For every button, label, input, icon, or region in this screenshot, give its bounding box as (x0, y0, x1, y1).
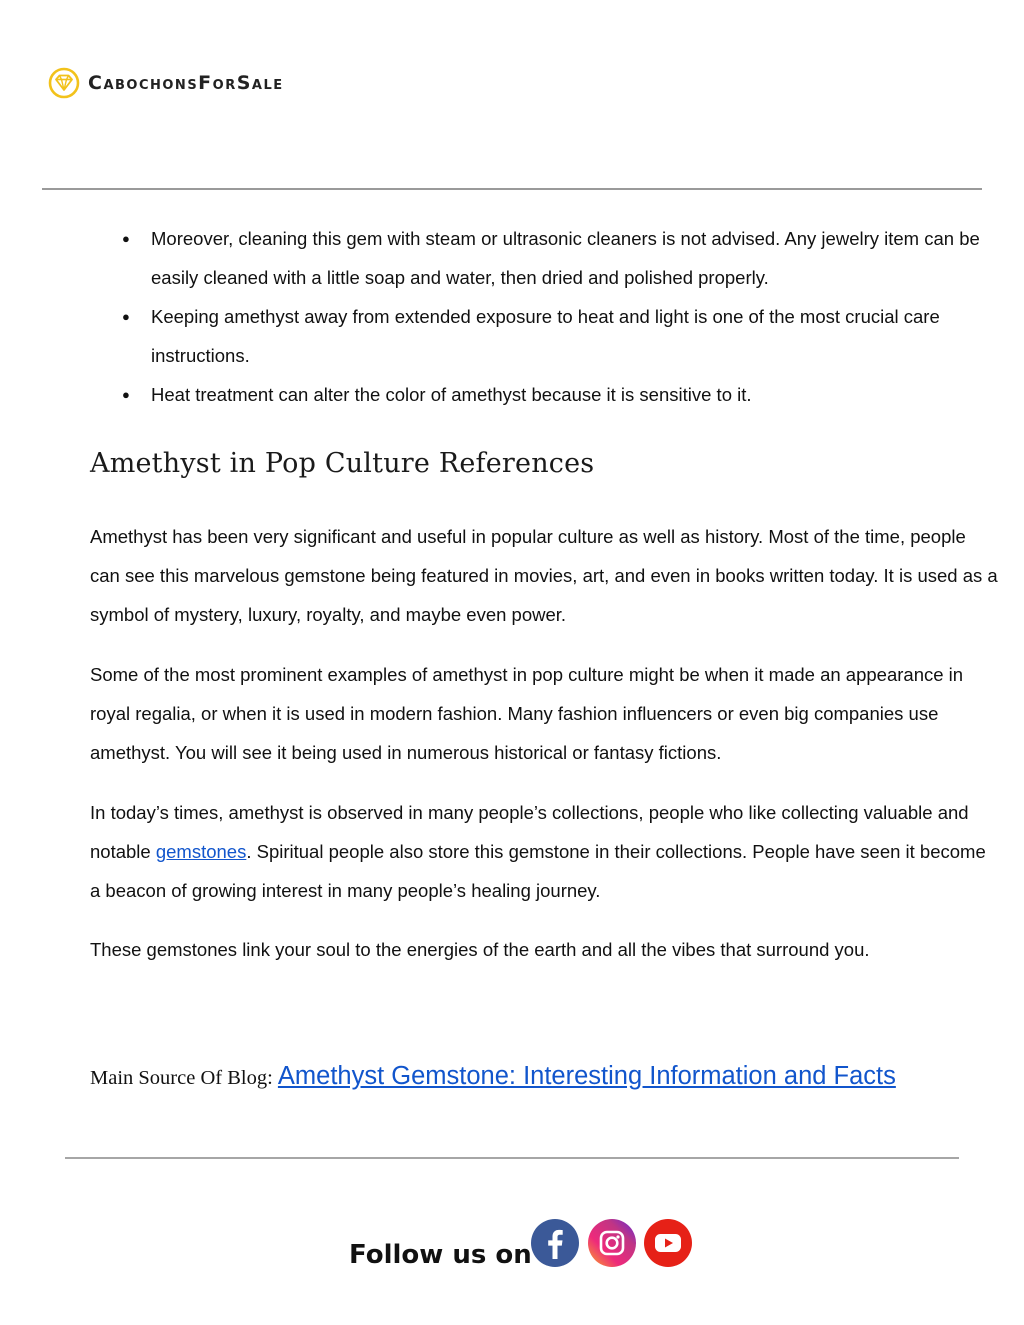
brand-name: CabochonsForSale (88, 72, 284, 94)
section-heading: Amethyst in Pop Culture References (90, 448, 595, 479)
care-bullet-list (110, 219, 1010, 414)
source-line (90, 1062, 896, 1091)
gem-diamond-icon (48, 67, 80, 99)
paragraph: These gemstones link your soul to the energies of the earth and all the vibes that surround you. (90, 939, 870, 960)
gemstones-link[interactable]: gemstones (155, 841, 247, 862)
bullet-item: ● Heat treatment can alter the color of amethyst because it is sensitive to it. (110, 375, 1010, 414)
brand-logo[interactable] (48, 64, 284, 102)
follow-us-label: Follow us on (349, 1240, 532, 1270)
facebook-icon[interactable] (529, 1217, 581, 1269)
paragraph-text: In today’s times, amethyst is observed in many people’s collections, people who like collecting valuable and notable (90, 802, 969, 862)
paragraph: Amethyst has been very significant and useful in popular culture as well as history. Most of the time, people can see this marvelous gemstone being featured in movies, art, and even in books written today. It is used as a symbol of mystery, luxury, royalty, and maybe even power. (90, 526, 998, 625)
paragraph-text: . Spiritual people also store this gemstone in their collections. People have seen it become a beacon of growing interest in many people’s healing journey. (90, 841, 986, 901)
footer-divider (65, 1157, 959, 1159)
paragraph: Some of the most prominent examples of amethyst in pop culture might be when it made an appearance in royal regalia, or when it is used in modern fashion. Many fashion influencers or even big companies use amethyst. You will see it being used in numerous historical or fantasy fictions. (90, 664, 964, 763)
source-link[interactable]: Amethyst Gemstone: Interesting Information and Facts (277, 1062, 896, 1090)
youtube-icon[interactable] (642, 1217, 694, 1269)
instagram-icon[interactable] (586, 1217, 638, 1269)
paragraph-with-link (90, 793, 1000, 910)
source-label: Main Source Of Blog: (90, 1067, 278, 1089)
header-divider (42, 188, 982, 190)
bullet-item: ● Moreover, cleaning this gem with steam or ultrasonic cleaners is not advised. Any jewelry item can be easily cleaned with a little soap and water, then dried and polished properly. (110, 219, 1010, 297)
bullet-item: ● Keeping amethyst away from extended exposure to heat and light is one of the most crucial care instructions. (110, 297, 1010, 375)
